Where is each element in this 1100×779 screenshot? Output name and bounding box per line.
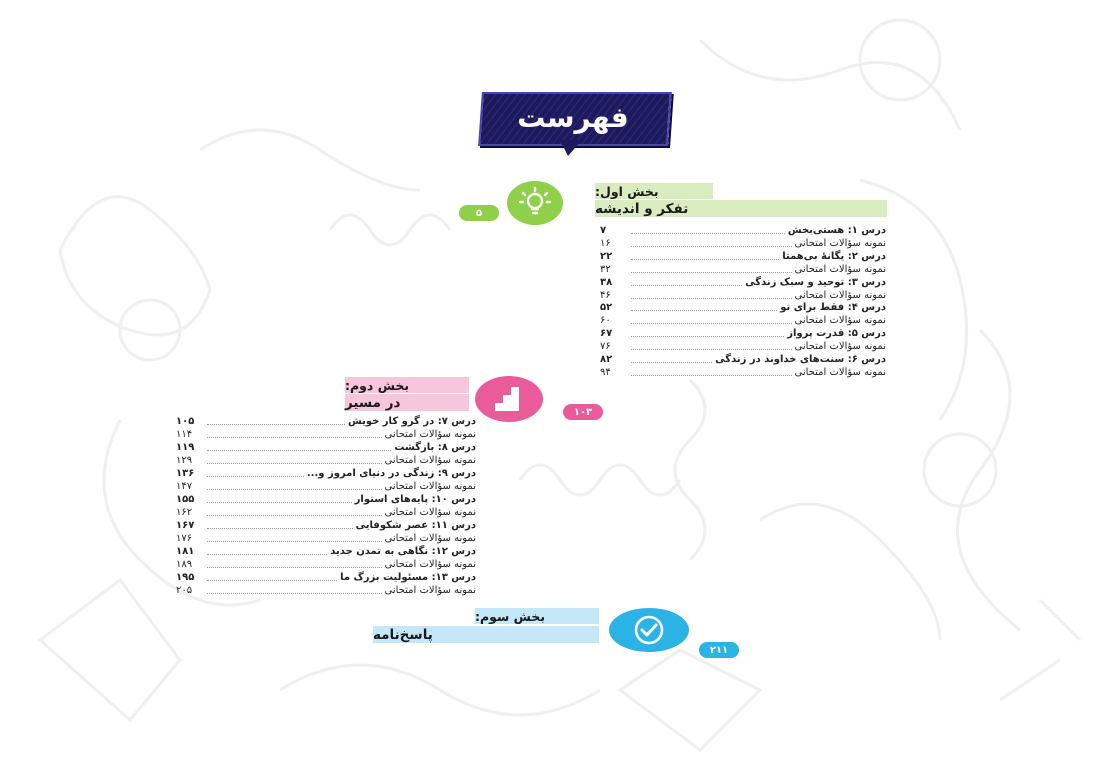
dot-leader <box>207 476 304 477</box>
lesson-title: درس ۷: در گرو کار خویش <box>347 416 476 427</box>
dot-leader <box>207 463 382 464</box>
section-name-label: تفکر و اندیشه <box>595 200 887 217</box>
dot-leader <box>207 424 345 425</box>
lesson-title: درس ۱: هستی‌بخش <box>787 225 886 236</box>
page-number: ۱۵۵ <box>176 494 195 505</box>
toc-row[interactable] <box>176 584 476 597</box>
toc-row[interactable] <box>600 289 886 302</box>
lightbulb-icon <box>515 185 555 221</box>
sample-questions-label: نمونه سؤالات امتحانی <box>384 481 476 492</box>
sample-questions-label: نمونه سؤالات امتحانی <box>794 263 886 275</box>
page-number: ۱۸۱ <box>176 546 195 557</box>
toc-row[interactable] <box>600 263 886 276</box>
page-number: ۳۸ <box>600 276 613 288</box>
toc-row[interactable] <box>176 467 476 480</box>
dot-leader <box>631 233 785 234</box>
dot-leader <box>631 298 792 299</box>
toc-row[interactable] <box>600 327 886 340</box>
page-number: ۱۶ <box>600 237 611 249</box>
sample-questions-label: نمونه سؤالات امتحانی <box>794 366 886 378</box>
dot-leader <box>207 437 382 438</box>
checkmark-icon <box>629 612 669 648</box>
lesson-title: درس ۹: زندگی در دنیای امروز و... <box>306 468 476 479</box>
dot-leader <box>631 310 777 311</box>
page-number: ۸۲ <box>600 354 613 365</box>
dot-leader <box>207 489 382 490</box>
lesson-title: درس ۸: بازگشت <box>394 442 476 453</box>
page-number: ۱۸۹ <box>176 559 193 570</box>
sample-questions-label: نمونه سؤالات امتحانی <box>794 237 886 249</box>
page-number: ۲۲ <box>600 250 613 262</box>
sample-questions-label: نمونه سؤالات امتحانی <box>794 341 886 353</box>
dot-leader <box>631 362 712 363</box>
toc-row[interactable] <box>176 415 476 428</box>
page-number: ۱۱۴ <box>176 429 193 440</box>
lesson-title: درس ۴: فقط برای تو <box>780 302 886 314</box>
page-title: فهرست <box>517 100 629 134</box>
sample-questions-label: نمونه سؤالات امتحانی <box>384 585 476 596</box>
title-banner <box>474 92 674 156</box>
page-number: ۱۱۹ <box>176 442 195 453</box>
sample-questions-label: نمونه سؤالات امتحانی <box>794 315 886 327</box>
page-number: ۱۷۶ <box>176 533 193 544</box>
lesson-title: درس ۶: سنت‌های خداوند در زندگی <box>715 354 886 365</box>
toc-row[interactable] <box>176 558 476 571</box>
section-badge <box>475 376 543 422</box>
toc-row[interactable] <box>176 545 476 558</box>
section-start-page: ۱۰۳ <box>563 404 603 420</box>
lesson-title: درس ۵: قدرت پرواز <box>787 328 886 340</box>
sample-questions-label: نمونه سؤالات امتحانی <box>384 507 476 518</box>
section-start-page: ۲۱۱ <box>699 642 739 658</box>
toc-row[interactable] <box>600 314 886 327</box>
dot-leader <box>631 349 792 350</box>
page-number: ۲۰۵ <box>176 585 193 596</box>
page-number: ۹۴ <box>600 366 611 378</box>
toc-row[interactable] <box>176 571 476 584</box>
sample-questions-label: نمونه سؤالات امتحانی <box>384 533 476 544</box>
section-part-label: بخش اول: <box>595 183 713 199</box>
lesson-title: درس ۱۲: نگاهی به تمدن جدید <box>330 546 476 557</box>
dot-leader <box>207 502 352 503</box>
toc-row[interactable] <box>176 428 476 441</box>
page-number: ۵۲ <box>600 302 613 314</box>
section-badge <box>507 181 563 225</box>
page-number: ۶۷ <box>600 328 613 340</box>
page-number: ۷۶ <box>600 341 611 353</box>
dot-leader <box>631 285 742 286</box>
dot-leader <box>207 450 391 451</box>
lesson-title: درس ۱۰: پایه‌های استوار <box>354 494 476 505</box>
section-badge <box>609 608 689 652</box>
toc-row[interactable] <box>600 366 886 379</box>
toc-row[interactable] <box>176 454 476 467</box>
dot-leader <box>207 593 382 594</box>
section-name-label: پاسخ‌نامه <box>373 626 599 643</box>
lesson-title: درس ۱۱: عصر شکوفایی <box>355 520 476 531</box>
sample-questions-label: نمونه سؤالات امتحانی <box>794 289 886 301</box>
page-number: ۱۶۷ <box>176 520 195 531</box>
toc-row[interactable] <box>600 301 886 314</box>
toc-part1 <box>600 224 886 384</box>
toc-row[interactable] <box>600 353 886 366</box>
lesson-title: درس ۳: توحید و سبک زندگی <box>745 276 886 288</box>
page-number: ۱۹۵ <box>176 572 195 583</box>
lesson-title: درس ۱۳: مسئولیت بزرگ ما <box>340 572 476 583</box>
dot-leader <box>631 246 792 247</box>
dot-leader <box>207 541 382 542</box>
dot-leader <box>207 515 382 516</box>
sample-questions-label: نمونه سؤالات امتحانی <box>384 559 476 570</box>
sample-questions-label: نمونه سؤالات امتحانی <box>384 429 476 440</box>
dot-leader <box>207 580 337 581</box>
stairs-icon <box>489 381 529 417</box>
page-number: ۱۲۹ <box>176 455 193 466</box>
dot-leader <box>631 375 792 376</box>
toc-row[interactable] <box>600 237 886 250</box>
toc-row[interactable] <box>600 250 886 263</box>
page-number: ۱۴۷ <box>176 481 193 492</box>
dot-leader <box>207 528 353 529</box>
toc-row[interactable] <box>176 519 476 532</box>
dot-leader <box>631 272 792 273</box>
page-number: ۱۳۶ <box>176 468 195 479</box>
toc-row[interactable] <box>600 224 886 237</box>
section-part-label: بخش سوم: <box>475 608 599 624</box>
section-part-label: بخش دوم: <box>345 377 469 393</box>
toc-row[interactable] <box>600 340 886 353</box>
sample-questions-label: نمونه سؤالات امتحانی <box>384 455 476 466</box>
title-speech-tail <box>560 140 582 156</box>
lesson-title: درس ۲: یگانهٔ بی‌همتا <box>782 250 886 262</box>
page-number: ۱۰۵ <box>176 416 195 427</box>
section-header-part3 <box>373 606 733 662</box>
page-number: ۶۰ <box>600 315 611 327</box>
page-number: ۴۶ <box>600 289 611 301</box>
toc-row[interactable] <box>176 532 476 545</box>
dot-leader <box>631 336 784 337</box>
toc-row[interactable] <box>176 441 476 454</box>
page-number: ۷ <box>600 225 607 236</box>
toc-row[interactable] <box>176 506 476 519</box>
section-start-page: ۵ <box>459 205 499 221</box>
dot-leader <box>207 554 327 555</box>
toc-part2 <box>176 415 476 605</box>
section-header-part1 <box>457 181 887 227</box>
dot-leader <box>631 259 779 260</box>
toc-row[interactable] <box>176 480 476 493</box>
page-number: ۳۲ <box>600 263 611 275</box>
toc-row[interactable] <box>600 276 886 289</box>
section-name-label: در مسیر <box>345 394 469 411</box>
dot-leader <box>631 323 792 324</box>
toc-row[interactable] <box>176 493 476 506</box>
dot-leader <box>207 567 382 568</box>
page-number: ۱۶۲ <box>176 507 193 518</box>
